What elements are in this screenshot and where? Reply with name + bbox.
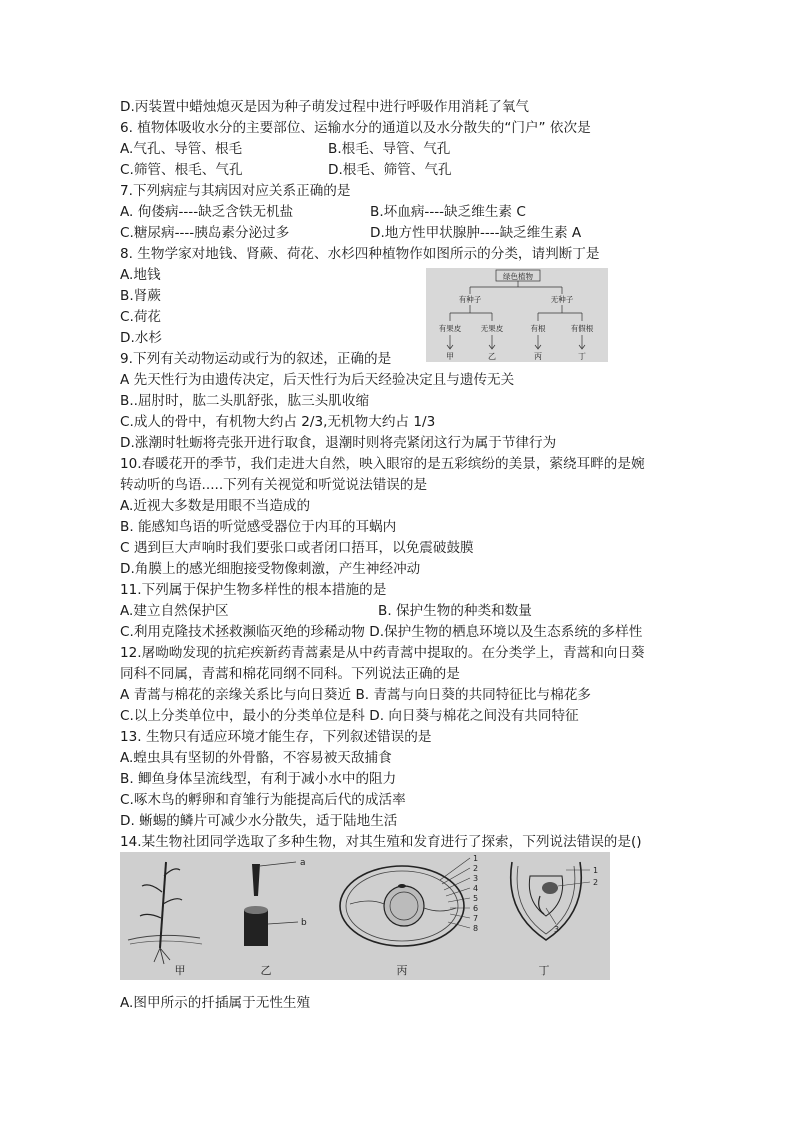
q13-option-c: C.啄木鸟的孵卵和育雏行为能提高后代的成活率 xyxy=(120,792,406,808)
bing-part-1: 1 xyxy=(473,854,479,863)
q12-stem-1: 12.屠呦呦发现的抗疟疾新药青蒿素是从中药青蒿中提取的。在分类学上，青蒿和向日葵 xyxy=(120,645,645,661)
q7-stem: 7.下列病症与其病因对应关系正确的是 xyxy=(120,183,351,199)
bing-part-2: 2 xyxy=(473,864,479,873)
q12-option-cd: C.以上分类单位中，最小的分类单位是科 D. 向日葵与棉花之间没有共同特征 xyxy=(120,708,579,724)
q12-option-ab: A 青蒿与棉花的亲缘关系比与向日葵近 B. 青蒿与向日葵的共同特征比与棉花多 xyxy=(120,687,591,703)
q9-option-c: C.成人的骨中，有机物大约占 2/3,无机物大约占 1/3 xyxy=(120,414,436,430)
reproduction-figure-svg xyxy=(120,852,610,980)
q6-option-c: C.筛管、根毛、气孔 xyxy=(120,162,243,178)
q6-option-d: D.根毛、筛管、气孔 xyxy=(328,162,452,178)
q13-option-b: B. 鲫鱼身体呈流线型，有利于减小水中的阻力 xyxy=(120,771,397,787)
q11-option-b: B. 保护生物的种类和数量 xyxy=(378,603,532,619)
q10-option-b: B. 能感知鸟语的听觉感受器位于内耳的耳蜗内 xyxy=(120,519,397,535)
q9-stem: 9.下列有关动物运动或行为的叙述，正确的是 xyxy=(120,351,392,367)
reproduction-figure xyxy=(120,852,610,980)
bing-part-5: 5 xyxy=(473,894,479,903)
q6-option-b: B.根毛、导管、气孔 xyxy=(328,141,451,157)
q7-option-c: C.糖尿病----胰岛素分泌过多 xyxy=(120,225,290,241)
panel-yi-drawing xyxy=(244,862,298,946)
q13-option-a: A.蝗虫具有坚韧的外骨骼，不容易被天敌捕食 xyxy=(120,750,392,766)
tree-label-yi: 乙 xyxy=(488,352,496,361)
bing-part-7: 7 xyxy=(473,914,479,923)
yi-part-a: a xyxy=(300,858,306,868)
tree-label-bing: 丙 xyxy=(534,352,542,361)
q6-stem: 6. 植物体吸收水分的主要部位、运输水分的通道以及水分散失的“门户” 依次是 xyxy=(120,120,591,136)
panel-jia-drawing xyxy=(128,862,202,964)
panel-label-bing: 丙 xyxy=(396,964,408,977)
q13-stem: 13. 生物只有适应环境才能生存，下列叙述错误的是 xyxy=(120,729,432,745)
tree-label-ding: 丁 xyxy=(578,352,586,361)
ding-part-1: 1 xyxy=(593,866,599,875)
tree-leaf-3: 有假根 xyxy=(570,324,594,333)
q8-option-d: D.水杉 xyxy=(120,330,162,346)
q7-option-b: B.坏血病----缺乏维生素 C xyxy=(370,204,526,220)
q9-option-a: A 先天性行为由遗传决定，后天性行为后天经验决定且与遗传无关 xyxy=(120,372,515,388)
q6-option-a: A.气孔、导管、根毛 xyxy=(120,141,243,157)
q8-option-b: B.肾蕨 xyxy=(120,288,161,304)
panel-ding-drawing xyxy=(511,862,590,940)
q11-option-a: A.建立自然保护区 xyxy=(120,603,229,619)
bing-part-4: 4 xyxy=(473,884,479,893)
tree-label-jia: 甲 xyxy=(446,352,454,361)
q12-stem-2: 同科不同属，青蒿和棉花同纲不同科。下列说法正确的是 xyxy=(120,666,460,682)
q10-option-c: C 遇到巨大声响时我们要张口或者闭口捂耳，以免震破鼓膜 xyxy=(120,540,474,556)
bing-part-8: 8 xyxy=(473,924,479,933)
q10-stem-2: 转动听的鸟语.....下列有关视觉和听觉说法错误的是 xyxy=(120,477,428,493)
classification-tree-svg xyxy=(426,268,608,362)
q7-option-a: A. 佝偻病----缺乏含铁无机盐 xyxy=(120,204,294,220)
tree-root-label: 绿色植物 xyxy=(503,272,533,281)
q8-stem: 8. 生物学家对地钱、肾蕨、荷花、水杉四种植物作如图所示的分类，请判断丁是 xyxy=(120,246,600,262)
q10-stem-1: 10.春暖花开的季节，我们走进大自然，映入眼帘的是五彩缤纷的美景，萦绕耳畔的是婉 xyxy=(120,456,645,472)
q11-stem: 11.下列属于保护生物多样性的根本措施的是 xyxy=(120,582,387,598)
yi-part-b: b xyxy=(301,918,307,928)
panel-label-ding: 丁 xyxy=(538,964,550,977)
plant-classification-figure xyxy=(426,268,608,362)
q7-option-d: D.地方性甲状腺肿----缺乏维生素 A xyxy=(370,225,582,241)
q13-option-d: D. 蜥蜴的鳞片可减少水分散失，适于陆地生活 xyxy=(120,813,398,829)
q5-option-d: D.丙装置中蜡烛熄灭是因为种子萌发过程中进行呼吸作用消耗了氧气 xyxy=(120,99,530,115)
ding-part-3: 3 xyxy=(554,925,560,934)
bing-part-6: 6 xyxy=(473,904,479,913)
tree-leaf-0: 有果皮 xyxy=(438,324,462,333)
q11-option-cd: C.利用克隆技术拯救濒临灭绝的珍稀动物 D.保护生物的栖息环境以及生态系统的多样性 xyxy=(120,624,643,640)
tree-leaf-1: 无果皮 xyxy=(480,324,504,333)
q14-option-a: A.图甲所示的扦插属于无性生殖 xyxy=(120,995,311,1011)
q8-option-c: C.荷花 xyxy=(120,309,162,325)
tree-leaf-2: 有根 xyxy=(530,324,546,333)
q9-option-b: B..屈肘时，肱二头肌舒张，肱三头肌收缩 xyxy=(120,393,370,409)
ding-part-2: 2 xyxy=(593,878,599,887)
q14-stem: 14.某生物社团同学选取了多种生物，对其生殖和发育进行了探索，下列说法错误的是() xyxy=(120,834,642,850)
q10-option-d: D.角膜上的感光细胞接受物像刺激，产生神经冲动 xyxy=(120,561,421,577)
panel-bing-egg-drawing xyxy=(340,858,470,946)
q10-option-a: A.近视大多数是用眼不当造成的 xyxy=(120,498,311,514)
panel-label-yi: 乙 xyxy=(260,964,272,977)
tree-branch-noseed: 无种子 xyxy=(550,295,574,304)
panel-label-jia: 甲 xyxy=(174,964,186,977)
q8-option-a: A.地钱 xyxy=(120,267,161,283)
tree-branch-seed: 有种子 xyxy=(458,295,482,304)
q9-option-d: D.涨潮时牡蛎将壳张开进行取食，退潮时则将壳紧闭这行为属于节律行为 xyxy=(120,435,557,451)
bing-part-3: 3 xyxy=(473,874,479,883)
